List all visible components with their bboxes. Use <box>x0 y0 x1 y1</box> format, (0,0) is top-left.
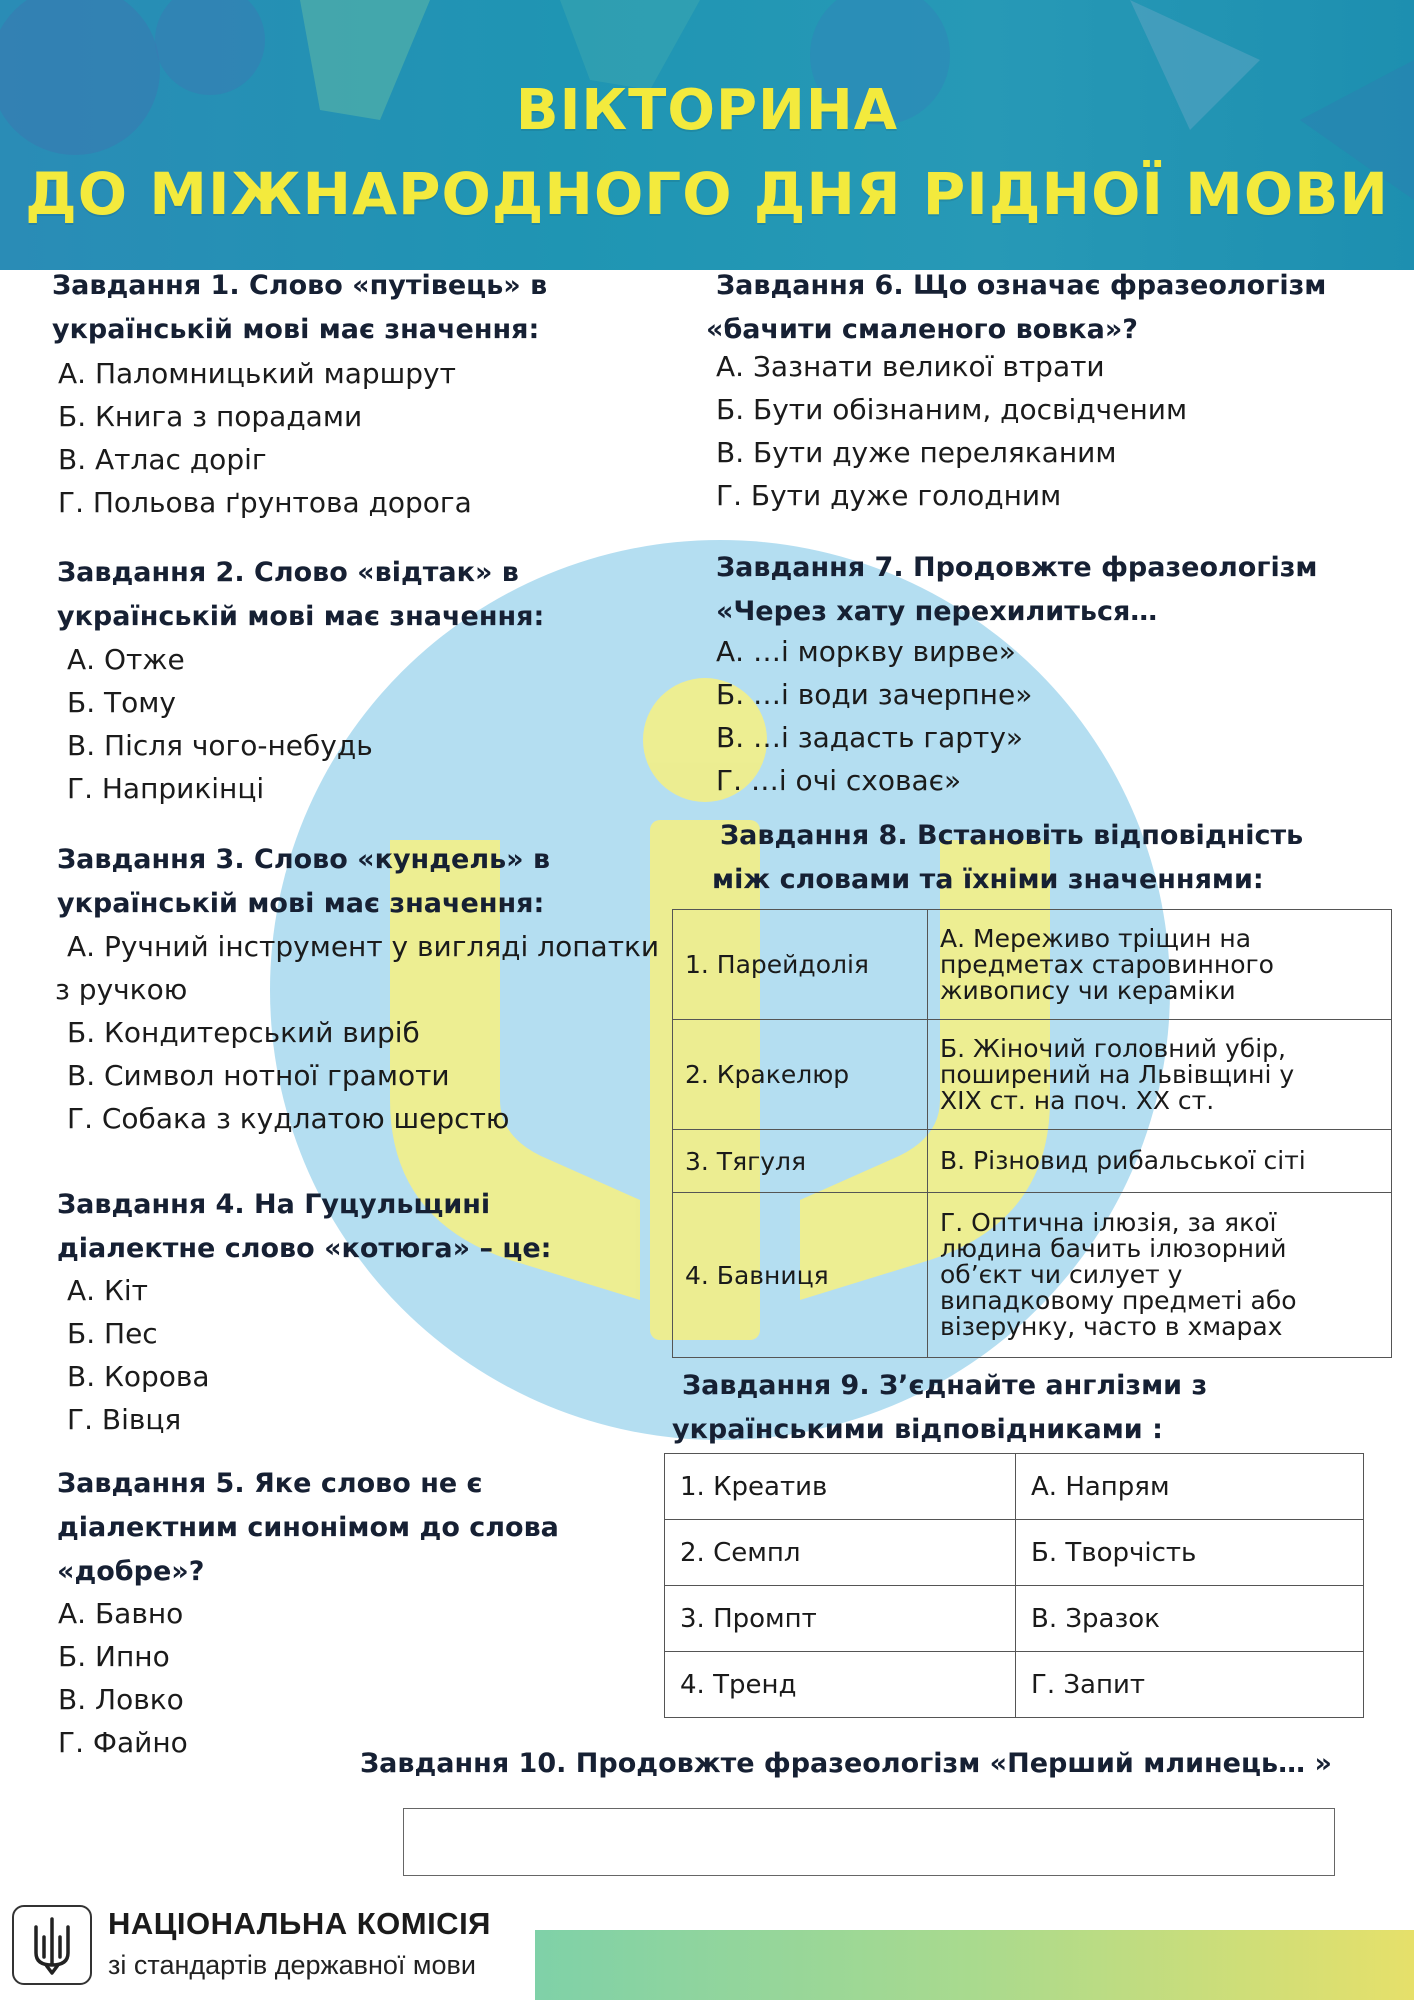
option[interactable]: А. Кіт <box>67 1274 148 1307</box>
task-3-options <box>55 925 659 1140</box>
option[interactable]: Г. Бути дуже голодним <box>716 479 1062 512</box>
meaning-line: об’єкт чи силует у <box>940 1260 1183 1289</box>
task-4-question <box>57 1183 551 1271</box>
table-cell-word: 2. Кракелюр <box>673 1020 928 1130</box>
meaning-line: XIX ст. на поч. XX ст. <box>940 1085 1215 1115</box>
task-1-options <box>58 352 472 524</box>
task-2-question <box>57 551 544 639</box>
task-1-question <box>52 264 547 352</box>
trident-icon-graphic <box>14 1907 90 1983</box>
table-row <box>665 1586 1364 1652</box>
table-cell-ukrainian: В. Зразок <box>1016 1586 1364 1652</box>
task-4-line-1: Завдання 4. На Гуцульщині <box>57 1189 491 1220</box>
table-cell-meaning <box>928 1130 1392 1193</box>
task-9-question <box>672 1364 1207 1452</box>
meaning-line: В. Різновид рибальської сіті <box>940 1146 1306 1175</box>
task-8-line-2: між словами та їхніми значеннями: <box>712 864 1264 895</box>
task-3-line-1: Завдання 3. Слово «кундель» в <box>57 844 551 875</box>
option[interactable]: Г. …і очі сховає» <box>716 764 962 797</box>
task-5-line-3: «добре»? <box>57 1556 205 1587</box>
table-row <box>673 910 1392 1020</box>
option[interactable]: Г. Наприкінці <box>67 772 265 805</box>
option[interactable]: А. Бавно <box>58 1597 184 1630</box>
meaning-line: людина бачить ілюзорний <box>940 1234 1287 1263</box>
task-6-question <box>706 264 1326 352</box>
task-7-line-2: «Через хату перехилиться… <box>716 596 1158 627</box>
option[interactable]: Б. Книга з порадами <box>58 400 363 433</box>
option[interactable]: А. Паломницький маршрут <box>58 357 456 390</box>
option[interactable]: А. Ручний інструмент у вигляді лопатки <box>67 930 660 963</box>
table-cell-word: 4. Бавниця <box>673 1193 928 1358</box>
table-cell-english: 1. Креатив <box>665 1454 1016 1520</box>
task-5-line-2: діалектним синонімом до слова <box>57 1512 559 1543</box>
task-9-line-1: Завдання 9. З’єднайте англізми з <box>682 1370 1208 1401</box>
task-4-line-2: діалектне слово «котюга» – це: <box>57 1233 552 1264</box>
table-cell-ukrainian: Г. Запит <box>1016 1652 1364 1718</box>
task-1-line-2: українській мові має значення: <box>52 314 540 345</box>
task-3-question <box>57 838 550 926</box>
trident-icon <box>12 1905 92 1985</box>
task-7-question <box>716 546 1317 634</box>
meaning-line: Г. Оптична ілюзія, за якої <box>940 1208 1277 1237</box>
option[interactable]: В. Після чого-небудь <box>67 729 373 762</box>
option[interactable]: А. …і моркву вирве» <box>716 635 1016 668</box>
task-8-line-1: Завдання 8. Встановіть відповідність <box>720 820 1304 851</box>
option[interactable]: А. Зазнати великої втрати <box>716 350 1105 383</box>
task-6-line-2: «бачити смаленого вовка»? <box>706 314 1138 345</box>
header-banner <box>0 0 1414 270</box>
option[interactable]: В. Ловко <box>58 1683 184 1716</box>
task-4-options <box>67 1269 210 1441</box>
meaning-line: Б. Жіночий головний убір, <box>940 1033 1286 1063</box>
task-2-line-1: Завдання 2. Слово «відтак» в <box>57 557 519 588</box>
option[interactable]: В. Атлас доріг <box>58 443 267 476</box>
table-cell-english: 4. Тренд <box>665 1652 1016 1718</box>
option[interactable]: В. Бути дуже переляканим <box>716 436 1117 469</box>
meaning-line: предметах старовинного <box>940 949 1274 979</box>
option[interactable]: Б. Ипно <box>58 1640 170 1673</box>
option[interactable]: Г. Собака з кудлатою шерстю <box>67 1102 510 1135</box>
table-cell-english: 3. Промпт <box>665 1586 1016 1652</box>
option[interactable]: В. Символ нотної грамоти <box>67 1059 450 1092</box>
task-2-line-2: українській мові має значення: <box>57 601 545 632</box>
task-5-question <box>57 1462 559 1594</box>
table-row <box>673 1020 1392 1130</box>
table-cell-meaning <box>928 1193 1392 1358</box>
option[interactable]: Б. Пес <box>67 1317 158 1350</box>
quiz-subtitle: ДО МІЖНАРОДНОГО ДНЯ РІДНОЇ МОВИ <box>25 160 1389 228</box>
task-5-options <box>58 1592 188 1764</box>
table-row <box>665 1454 1364 1520</box>
quiz-title: ВІКТОРИНА <box>515 78 899 143</box>
option[interactable]: В. Корова <box>67 1360 210 1393</box>
table-row <box>665 1520 1364 1586</box>
task-10-line-1: Завдання 10. Продовжте фразеологізм «Перший млинець… » <box>360 1748 1332 1779</box>
task-3-line-2: українській мові має значення: <box>57 888 545 919</box>
table-cell-word: 3. Тягуля <box>673 1130 928 1193</box>
meaning-line: живопису чи кераміки <box>940 975 1236 1005</box>
option[interactable]: Г. Польова ґрунтова дорога <box>58 486 472 519</box>
table-cell-ukrainian: А. Напрям <box>1016 1454 1364 1520</box>
task-2-options <box>67 638 373 810</box>
task-9-line-2: українськими відповідниками : <box>672 1414 1163 1445</box>
table-cell-ukrainian: Б. Творчість <box>1016 1520 1364 1586</box>
task-7-options <box>716 630 1032 802</box>
option[interactable]: Б. Тому <box>67 686 176 719</box>
table-cell-word: 1. Парейдолія <box>673 910 928 1020</box>
footer-org-name: НАЦІОНАЛЬНА КОМІСІЯ <box>108 1906 491 1941</box>
table-row <box>673 1193 1392 1358</box>
option[interactable]: А. Отже <box>67 643 185 676</box>
table-cell-meaning <box>928 910 1392 1020</box>
table-row <box>665 1652 1364 1718</box>
meaning-line: візерунку, часто в хмарах <box>940 1312 1283 1341</box>
meaning-line: поширений на Львівщині у <box>940 1059 1295 1089</box>
task-1-line-1: Завдання 1. Слово «путівець» в <box>52 270 548 301</box>
task-6-options <box>716 345 1187 517</box>
option[interactable]: Г. Вівця <box>67 1403 182 1436</box>
option[interactable]: Г. Файно <box>58 1726 188 1759</box>
table-row <box>673 1130 1392 1193</box>
option[interactable]: Б. …і води зачерпне» <box>716 678 1033 711</box>
meaning-line: випадковому предметі або <box>940 1286 1297 1315</box>
task-8-question <box>712 814 1303 902</box>
task-10-answer-field[interactable] <box>403 1808 1335 1876</box>
task-9-matching-table <box>664 1453 1364 1718</box>
footer-gradient-band <box>535 1930 1414 2000</box>
table-cell-meaning <box>928 1020 1392 1130</box>
option[interactable]: Б. Бути обізнаним, досвідченим <box>716 393 1188 426</box>
option-continuation: з ручкою <box>55 973 188 1006</box>
table-cell-english: 2. Семпл <box>665 1520 1016 1586</box>
task-6-line-1: Завдання 6. Що означає фразеологізм <box>716 270 1327 301</box>
task-8-matching-table <box>672 909 1392 1358</box>
task-7-line-1: Завдання 7. Продовжте фразеологізм <box>716 552 1318 583</box>
task-5-line-1: Завдання 5. Яке слово не є <box>57 1468 483 1499</box>
meaning-line: А. Мереживо тріщин на <box>940 923 1252 953</box>
task-10-question <box>360 1742 1332 1786</box>
option[interactable]: В. …і задасть гарту» <box>716 721 1024 754</box>
option[interactable]: Б. Кондитерський виріб <box>67 1016 420 1049</box>
footer-org-subtitle: зі стандартів державної мови <box>108 1950 476 1980</box>
